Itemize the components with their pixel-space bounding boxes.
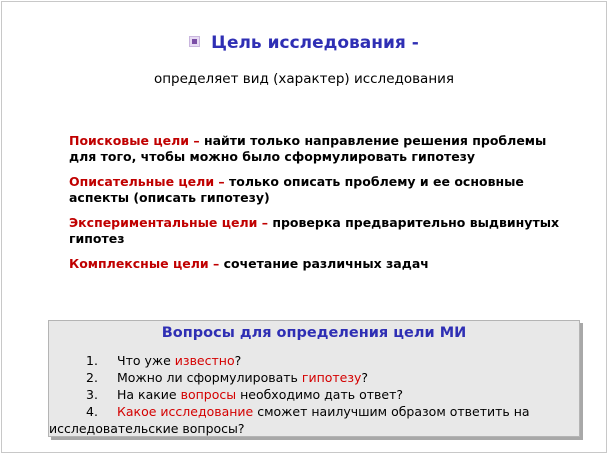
- question-text-end: сможет наилучшим образом ответить на: [253, 404, 530, 419]
- question-number: 3.: [86, 387, 98, 402]
- goal-item-complex: [69, 256, 569, 272]
- goal-description: найти только направление решения проблемы для того, чтобы можно было сформулировать гипотезу: [69, 133, 547, 164]
- goal-description: проверка предварительно выдвинутых гипотез: [69, 215, 560, 246]
- question-highlight: Какое исследование: [117, 404, 254, 419]
- question-item: [86, 352, 566, 369]
- square-bullet-icon: [189, 36, 200, 47]
- question-text: На какие: [117, 387, 181, 402]
- goal-item-descriptive: [69, 174, 569, 206]
- slide-title-text: Цель исследования -: [211, 33, 419, 53]
- question-text: Что уже: [117, 353, 175, 368]
- question-number: 4.: [86, 404, 98, 419]
- question-item: [86, 403, 566, 420]
- question-highlight: гипотезу: [301, 370, 362, 385]
- question-text-end: ?: [234, 353, 242, 368]
- goal-name: Экспериментальные цели –: [69, 215, 273, 230]
- goal-item-experimental: [69, 215, 569, 247]
- question-continuation: исследовательские вопросы?: [49, 421, 245, 436]
- slide-subtitle: определяет вид (характер) исследования: [153, 71, 455, 87]
- question-text-end: ?: [361, 370, 369, 385]
- question-highlight: известно: [174, 353, 235, 368]
- question-item: [86, 386, 566, 403]
- question-text-end: необходимо дать ответ?: [236, 387, 403, 402]
- goal-description: только описать проблему и ее основные аспекты (описать гипотезу): [69, 174, 524, 205]
- question-item: [86, 369, 566, 386]
- question-highlight: вопросы: [180, 387, 237, 402]
- question-number: 2.: [86, 370, 98, 385]
- slide-title: [2, 33, 606, 53]
- goal-item-exploratory: [69, 133, 569, 165]
- questions-box-title: Вопросы для определения цели МИ: [161, 325, 467, 341]
- questions-box: [48, 320, 580, 437]
- question-number: 1.: [86, 353, 98, 368]
- question-text: Можно ли сформулировать: [117, 370, 302, 385]
- questions-list: [49, 352, 566, 437]
- slide: [1, 1, 607, 453]
- goal-name: Описательные цели –: [69, 174, 230, 189]
- goal-name: Комплексные цели –: [69, 256, 224, 271]
- goal-description: сочетание различных задач: [223, 256, 429, 271]
- goal-name: Поисковые цели –: [69, 133, 204, 148]
- goals-list: [69, 133, 569, 281]
